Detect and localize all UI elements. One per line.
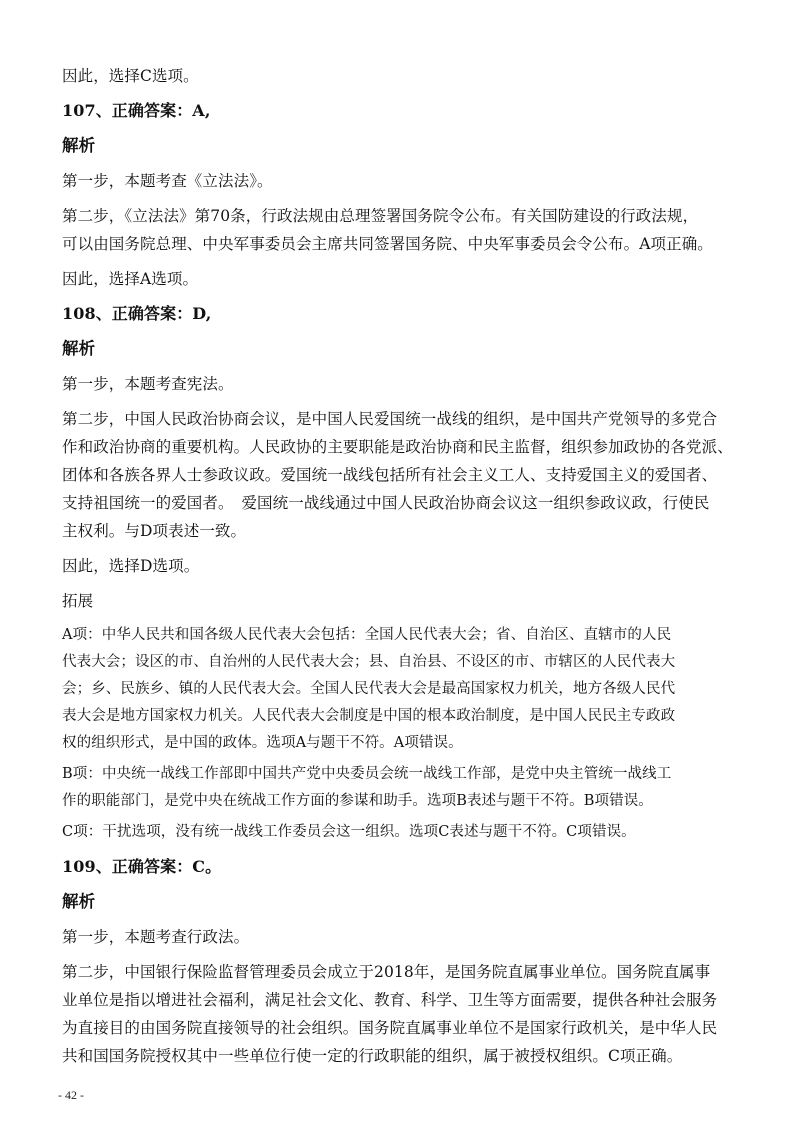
step2-109-line3: 为直接目的由国务院直接领导的社会组织。国务院直属事业单位不是国家行政机关，是中华人民 [62, 1019, 718, 1037]
extension-option-a [62, 622, 742, 757]
extension-heading: 拓展 [62, 592, 94, 610]
option-a-line1: A项：中华人民共和国各级人民代表大会包括：全国人民代表大会；省、自治区、直辖市的人民 [62, 627, 672, 643]
page-number: - 42 - [58, 1088, 84, 1102]
conclusion-107: 因此，选择A选项。 [62, 270, 199, 288]
option-a-line3: 会；乡、民族乡、镇的人民代表大会。全国人民代表大会是最高国家权力机关，地方各级人民代 [62, 681, 676, 697]
analysis-108-heading: 解析 [62, 339, 96, 358]
option-b-line1: B项：中央统一战线工作部即中国共产党中央委员会统一战线工作部，是党中央主管统一战线工 [62, 766, 672, 782]
answer-108-heading: 108、正确答案：D, [62, 304, 212, 323]
step2-109 [62, 958, 742, 1070]
step1-108: 第一步，本题考查宪法。 [62, 375, 234, 393]
extension-option-b [62, 761, 742, 815]
option-a-line4: 表大会是地方国家权力机关。人民代表大会制度是中国的根本政治制度，是中国人民民主专政政 [62, 708, 676, 724]
answer-107-heading: 107、正确答案：A, [62, 101, 211, 120]
conclusion-108: 因此，选择D选项。 [62, 557, 200, 575]
extension-option-c: C项：干扰选项，没有统一战线工作委员会这一组织。选项C表述与题干不符。C项错误。 [62, 824, 636, 840]
step1-107: 第一步，本题考查《立法法》。 [62, 172, 273, 190]
step2-109-line4: 共和国国务院授权其中一些单位行使一定的行政职能的组织，属于被授权组织。C项正确。 [62, 1047, 683, 1065]
step2-108-line2: 作和政治协商的重要机构。人民政协的主要职能是政治协商和民主监督，组织参加政协的各党派、 [62, 438, 733, 456]
analysis-107-heading: 解析 [62, 136, 96, 155]
step2-107 [62, 202, 742, 258]
step2-107-line1: 第二步，《立法法》第70条，行政法规由总理签署国务院令公布。有关国防建设的行政法规， [62, 207, 699, 225]
option-a-line5: 权的组织形式，是中国的政体。选项A与题干不符。A项错误。 [62, 735, 463, 751]
step2-108-line1: 第二步，中国人民政治协商会议，是中国人民爱国统一战线的组织，是中国共产党领导的多党合 [62, 410, 718, 428]
option-a-line2: 代表大会；设区的市、自治州的人民代表大会；县、自治县、不设区的市、市辖区的人民代表大 [62, 654, 676, 670]
step2-108 [62, 405, 742, 545]
option-b-line2: 作的职能部门，是党中央在统战工作方面的参谋和助手。选项B表述与题干不符。B项错误。 [62, 793, 653, 809]
analysis-109-heading: 解析 [62, 892, 96, 911]
conclusion-106: 因此，选择C选项。 [62, 67, 199, 85]
step2-108-line3: 团体和各族各界人士参政议政。爱国统一战线包括所有社会主义工人、支持爱国主义的爱国者、 [62, 466, 718, 484]
step2-108-line4: 支持祖国统一的爱国者。 爱国统一战线通过中国人民政治协商会议这一组织参政议政，行使民 [62, 494, 710, 512]
step2-109-line2: 业单位是指以增进社会福利，满足社会文化、教育、科学、卫生等方面需要，提供各种社会服务 [62, 991, 718, 1009]
step1-109: 第一步，本题考查行政法。 [62, 928, 250, 946]
step2-107-line2: 可以由国务院总理、中央军事委员会主席共同签署国务院、中央军事委员会令公布。A项正确。 [62, 235, 713, 253]
document-page [62, 62, 742, 1070]
answer-109-heading: 109、正确答案：C。 [62, 857, 222, 876]
step2-109-line1: 第二步，中国银行保险监督管理委员会成立于2018年，是国务院直属事业单位。国务院直属事 [62, 963, 711, 981]
step2-108-line5: 主权利。与D项表述一致。 [62, 522, 247, 540]
